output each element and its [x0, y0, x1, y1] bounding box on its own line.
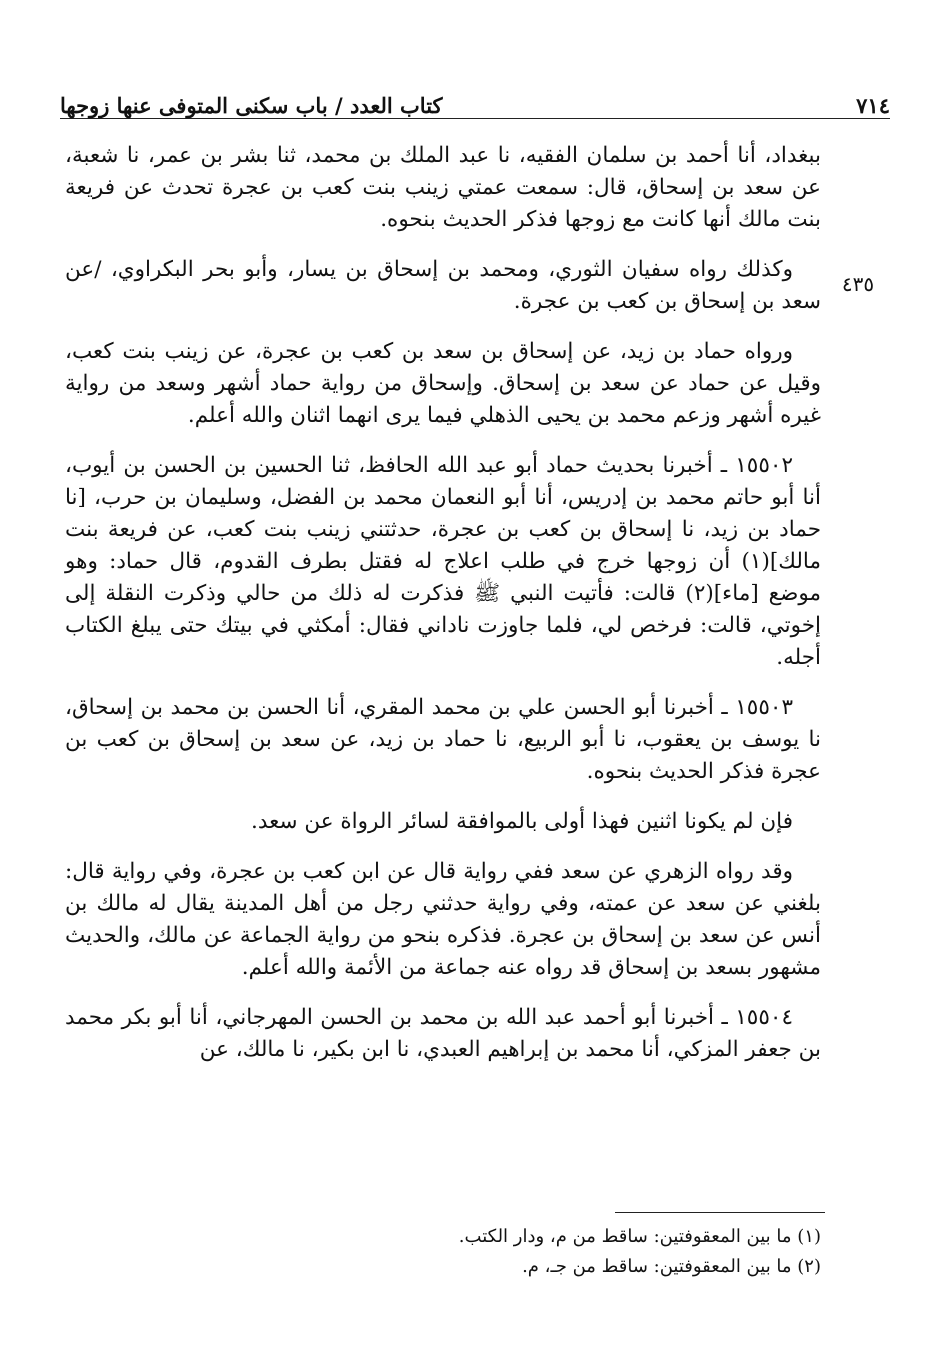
paragraph: وكذلك رواه سفيان الثوري، ومحمد بن إسحاق بن يسار، وأبو بحر البكراوي، /عن سعد بن إسحاق بن كعب بن عجرة.	[65, 257, 821, 314]
footnote: (١) ما بين المعقوفتين: ساقط من م، ودار الكتب.	[458, 1226, 821, 1247]
hadith-paragraph: ١٥٥٠٣ ـ أخبرنا أبو الحسن علي بن محمد المقري، أنا الحسن بن محمد بن إسحاق، نا يوسف بن يعقوب، نا أبو الربيع، نا حماد بن زيد، عن سعد بن إسحاق بن كعب بن عجرة فذكر الحديث بنحوه.	[65, 695, 821, 784]
paragraph: وقد رواه الزهري عن سعد ففي رواية قال عن ابن كعب بن عجرة، وفي رواية قال: بلغني عن سعد عن عمته، وفي رواية حدثني رجل من أهل المدينة يقال له مالك بن أنس عن سعد بن إسحاق بن عجرة. فذكره بنحو من رواية الجماعة عن مالك، والحديث مشهور بسعد بن إسحاق قد رواه عنه جماعة من الأئمة والله أعلم.	[65, 859, 821, 980]
paragraph: فإن لم يكونا اثنين فهذا أولى بالموافقة لسائر الرواة عن سعد.	[250, 809, 793, 834]
page-number: ٧١٤	[856, 93, 890, 118]
main-text	[65, 140, 821, 1084]
footnote: (٢) ما بين المعقوفتين: ساقط من جـ، م.	[522, 1256, 821, 1277]
paragraph: ببغداد، أنا أحمد بن سلمان الفقيه، نا عبد الملك بن محمد، ثنا بشر بن عمر، نا شعبة، عن سعد بن إسحاق، قال: سمعت عمتي زينب بنت كعب بن عجرة تحدث عن فريعة بنت مالك أنها كانت مع زوجها فذكر الحديث بنحوه.	[65, 143, 821, 232]
paragraph: ورواه حماد بن زيد، عن إسحاق بن سعد بن كعب بن عجرة، عن زينب بنت كعب، وقيل عن حماد عن سعد بن إسحاق. وإسحاق من رواية حماد أشهر وسعد من رواية غيره أشهر وزعم محمد بن يحيى الذهلي فيما يرى انهما اثنان والله أعلم.	[65, 339, 821, 428]
footnotes	[65, 1222, 821, 1282]
footnote-divider	[615, 1212, 825, 1213]
hadith-paragraph: ١٥٥٠٤ ـ أخبرنا أبو أحمد عبد الله بن محمد بن الحسن المهرجاني، أنا أبو بكر محمد بن جعفر المزكي، أنا محمد بن إبراهيم العبدي، نا ابن بكير، نا مالك، عن	[65, 1005, 821, 1062]
running-header	[60, 84, 890, 119]
chapter-title: كتاب العدد / باب سكنى المتوفى عنها زوجها	[60, 93, 443, 118]
margin-page-reference: ٤٣٥	[841, 272, 875, 296]
hadith-paragraph: ١٥٥٠٢ ـ أخبرنا بحديث حماد أبو عبد الله الحافظ، ثنا الحسين بن الحسن بن أيوب، أنا أبو حاتم محمد بن إدريس، أنا أبو النعمان محمد بن الفضل، وسليمان بن حرب، [نا حماد بن زيد، نا إسحاق بن كعب بن عجرة، حدثتني زينب بنت كعب، عن فريعة بنت مالك](١) أن زوجها خرج في طلب اعلاج له فقتل بطرف القدوم، قال حماد: وهو موضع [ماء](٢) قالت: فأتيت النبي ﷺ فذكرت له ذلك من حالي وذكرت النقلة إلى إخوتي، قالت: فرخص لي، فلما جاوزت ناداني فقال: أمكثي في بيتك حتى يبلغ الكتاب أجله.	[65, 453, 821, 670]
